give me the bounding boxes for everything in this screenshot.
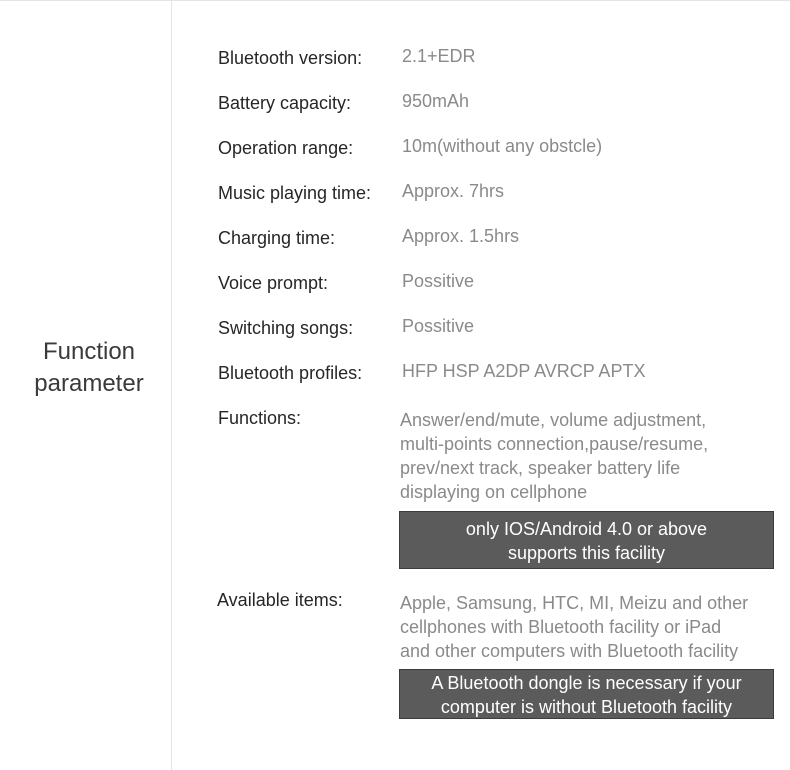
param-label: Charging time: [218, 228, 336, 248]
param-label: Switching songs: [218, 318, 354, 338]
available-items-line: Apple, Samsung, HTC, MI, Meizu and other [400, 593, 749, 613]
param-value: Possitive [402, 316, 475, 336]
functions-label: Functions: [218, 408, 302, 428]
param-label: Operation range: [218, 138, 354, 158]
param-value: 10m(without any obstcle) [402, 136, 603, 156]
param-value: Approx. 1.5hrs [402, 226, 520, 246]
functions-line: prev/next track, speaker battery life [400, 458, 681, 478]
param-value: 950mAh [402, 91, 470, 111]
param-value: Approx. 7hrs [402, 181, 505, 201]
param-label: Battery capacity: [218, 93, 352, 113]
available-items-description [400, 591, 780, 663]
param-label: Voice prompt: [218, 273, 329, 293]
available-items-line: cellphones with Bluetooth facility or iPad [400, 617, 722, 637]
section-title-line-1: Function [42, 338, 136, 365]
top-divider [0, 0, 790, 1]
functions-description [400, 408, 780, 504]
functions-note-line: supports this facility [507, 543, 666, 563]
functions-line: Answer/end/mute, volume adjustment, [400, 410, 707, 430]
param-label: Bluetooth version: [218, 48, 363, 68]
param-value: HFP HSP A2DP AVRCP APTX [402, 361, 646, 381]
functions-line: multi-points connection,pause/resume, [400, 434, 709, 454]
param-label: Bluetooth profiles: [218, 363, 363, 383]
available-items-note-box [399, 669, 774, 719]
functions-note-line: only IOS/Android 4.0 or above [465, 519, 708, 539]
param-label: Music playing time: [218, 183, 372, 203]
section-title [0, 336, 178, 400]
available-items-label: Available items: [217, 590, 343, 610]
functions-line: displaying on cellphone [400, 482, 588, 502]
param-value: Possitive [402, 271, 475, 291]
section-title-line-2: parameter [34, 370, 144, 397]
param-value: 2.1+EDR [402, 46, 476, 66]
available-items-line: and other computers with Bluetooth facility [400, 641, 739, 661]
available-items-note-line: A Bluetooth dongle is necessary if your [431, 673, 742, 693]
available-items-note-line: computer is without Bluetooth facility [440, 697, 733, 717]
functions-note-box [399, 511, 774, 569]
